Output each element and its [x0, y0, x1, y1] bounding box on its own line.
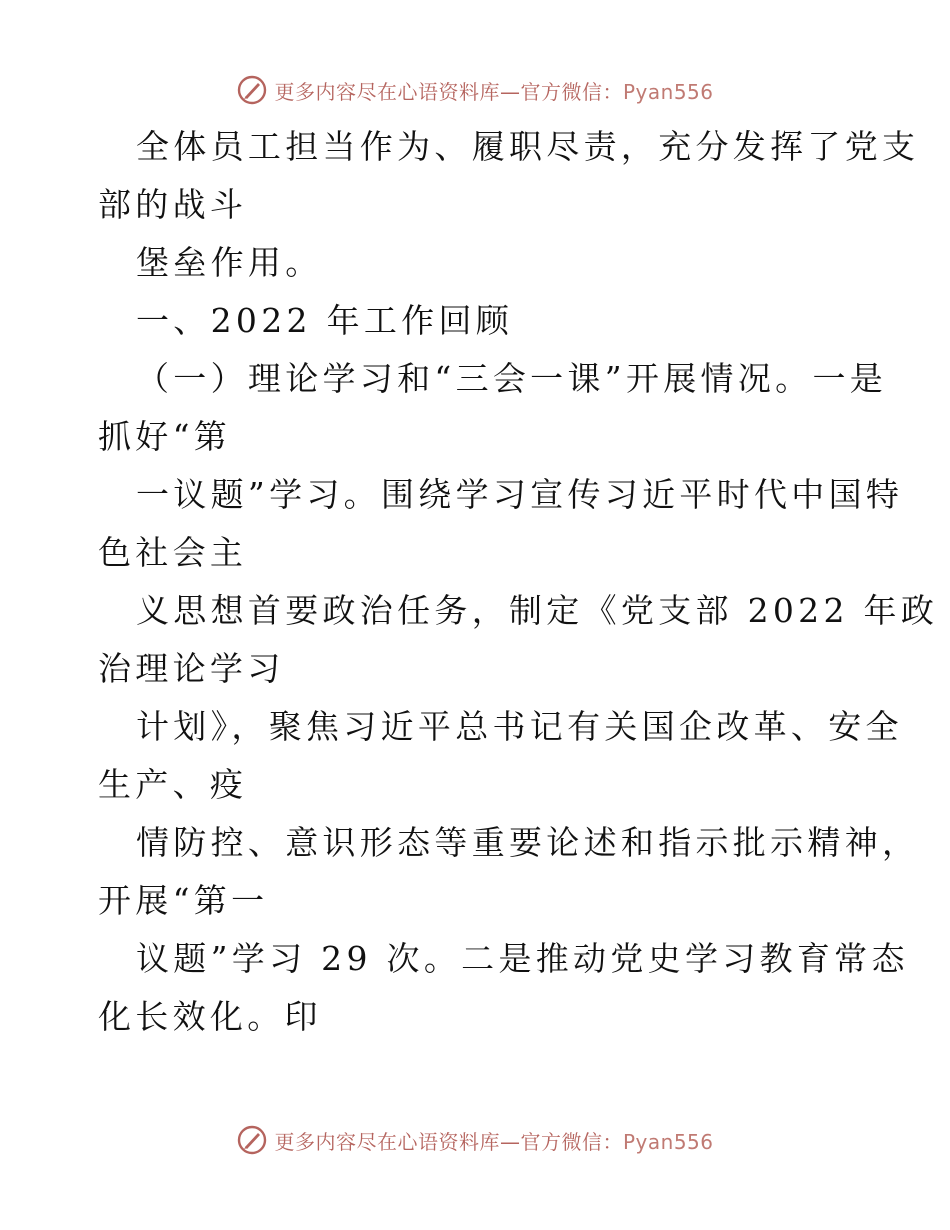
- body-line: 全体员工担当作为、履职尽责，充分发挥了党支: [136, 127, 920, 166]
- header-watermark: [0, 70, 950, 110]
- body-line: 一议题”学习。围绕学习宣传习近平时代中国特: [136, 475, 904, 514]
- body-line: 议题”学习 29 次。二是推动党史学习教育常态: [136, 939, 909, 978]
- quill-logo-icon: [236, 1124, 268, 1156]
- watermark-text: 更多内容尽在心语资料库—官方微信：Pyan556: [274, 79, 714, 104]
- body-line: 计划》，聚焦习近平总书记有关国企改革、安全: [136, 707, 903, 746]
- body-line: 化长效化。印: [98, 997, 322, 1036]
- section-heading: 一、2022 年工作回顾: [136, 301, 514, 340]
- body-line: 治理论学习: [98, 649, 285, 688]
- watermark-text: 更多内容尽在心语资料库—官方微信：Pyan556: [274, 1129, 714, 1154]
- body-line: 部的战斗: [98, 185, 248, 224]
- body-line: 抓好“第: [98, 417, 232, 456]
- body-line: 色社会主: [98, 533, 248, 572]
- body-line: 开展“第一: [98, 881, 269, 920]
- body-line: 生产、疫: [98, 765, 248, 804]
- body-line: 堡垒作用。: [136, 243, 323, 282]
- quill-logo-icon: [236, 74, 268, 106]
- body-line: 义思想首要政治任务，制定《党支部 2022 年政: [136, 591, 939, 630]
- body-line: （一）理论学习和“三会一课”开展情况。一是: [136, 359, 888, 398]
- body-line: 情防控、意识形态等重要论述和指示批示精神，: [136, 823, 920, 862]
- footer-watermark: [0, 1120, 950, 1160]
